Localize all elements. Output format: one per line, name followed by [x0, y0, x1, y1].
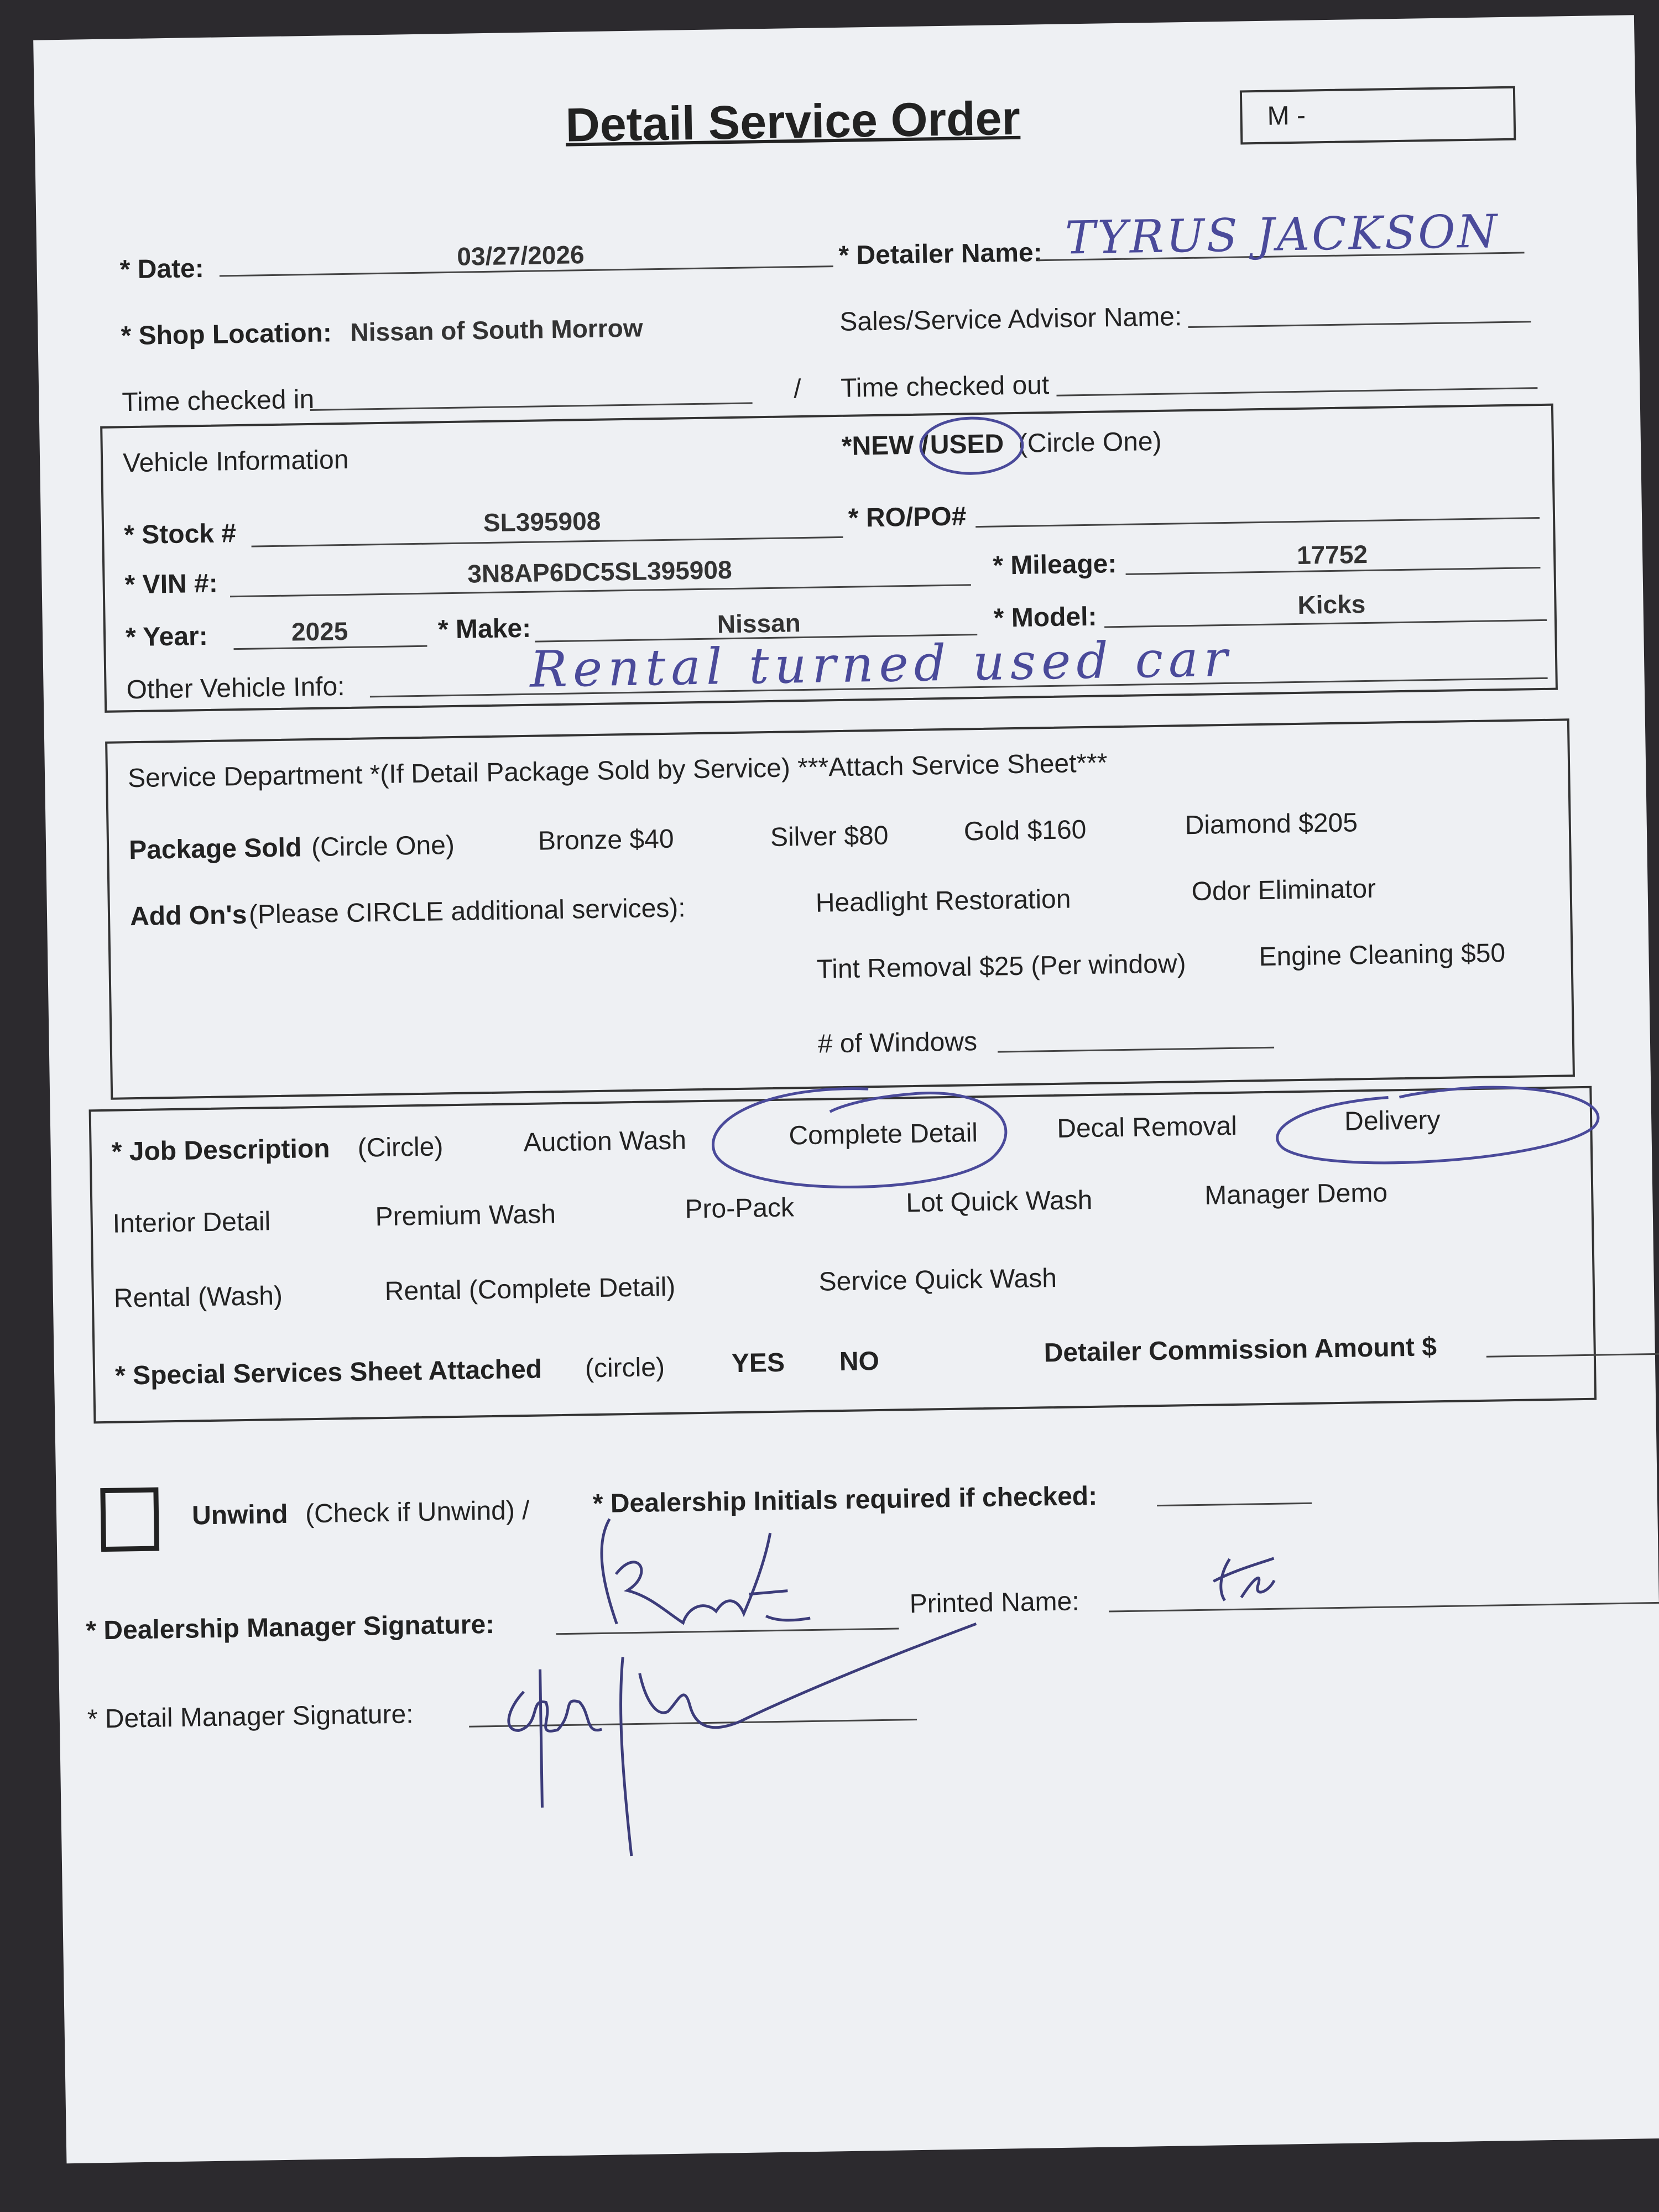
shop-location-value: Nissan of South Morrow: [350, 313, 643, 347]
job-description-circle-note: (Circle): [357, 1132, 444, 1163]
unwind-label: Unwind: [191, 1499, 288, 1531]
time-in-label: Time checked in: [122, 384, 315, 418]
printed-name-field[interactable]: [1109, 1601, 1659, 1613]
job-description-label: * Job Description: [111, 1134, 330, 1167]
used-option[interactable]: USED: [930, 429, 1004, 460]
service-department-label: Service Department *(If Detail Package Sold by Service) ***Attach Service Sheet***: [127, 748, 1108, 794]
order-number-box[interactable]: [1240, 86, 1516, 145]
new-used-circle-one: (Circle One): [1018, 426, 1162, 458]
mileage-value: 17752: [1296, 539, 1368, 570]
order-number-prefix: M -: [1267, 101, 1306, 131]
package-circle-note: (Circle One): [311, 830, 455, 863]
advisor-name-label: Sales/Service Advisor Name:: [839, 302, 1182, 337]
time-in-field[interactable]: [310, 402, 753, 411]
stock-value: SL395908: [483, 506, 601, 538]
job-rental-complete-detail[interactable]: Rental (Complete Detail): [384, 1272, 676, 1307]
package-silver[interactable]: Silver $80: [770, 821, 889, 852]
addon-engine-cleaning[interactable]: Engine Cleaning $50: [1259, 938, 1506, 972]
advisor-name-field[interactable]: [1188, 321, 1531, 328]
special-services-no[interactable]: NO: [839, 1347, 880, 1377]
year-label: * Year:: [125, 621, 208, 653]
package-sold-label: Package Sold: [128, 833, 302, 865]
used-circle-mark: [916, 415, 1027, 483]
stock-label: * Stock #: [123, 519, 237, 550]
time-separator: /: [793, 374, 802, 404]
mileage-label: * Mileage:: [992, 549, 1117, 581]
vin-label: * VIN #:: [124, 568, 218, 600]
job-service-quick-wash[interactable]: Service Quick Wash: [818, 1263, 1057, 1297]
detail-manager-signature: [478, 1618, 1013, 1864]
printed-name-label: Printed Name:: [909, 1587, 1079, 1619]
ro-po-label: * RO/PO#: [848, 502, 967, 533]
year-value: 2025: [291, 616, 348, 646]
new-option[interactable]: *NEW /: [841, 430, 929, 461]
job-manager-demo[interactable]: Manager Demo: [1204, 1178, 1388, 1211]
make-value: Nissan: [717, 608, 801, 639]
make-label: * Make:: [437, 613, 531, 645]
windows-count-label: # of Windows: [817, 1027, 978, 1059]
job-interior-detail[interactable]: Interior Detail: [112, 1207, 271, 1239]
time-out-field[interactable]: [1056, 387, 1537, 397]
dealership-initials-field[interactable]: [1157, 1503, 1312, 1506]
special-services-circle-note: (circle): [585, 1353, 665, 1384]
model-label: * Model:: [993, 602, 1097, 633]
package-bronze[interactable]: Bronze $40: [538, 824, 674, 856]
job-complete-detail[interactable]: Complete Detail: [789, 1118, 978, 1151]
date-label: * Date:: [119, 253, 205, 285]
package-diamond[interactable]: Diamond $205: [1185, 808, 1358, 841]
dealership-manager-signature-label: * Dealership Manager Signature:: [85, 1609, 495, 1646]
dealership-initials-label: * Dealership Initials required if checked:: [592, 1481, 1098, 1519]
special-services-yes[interactable]: YES: [731, 1348, 785, 1379]
job-auction-wash[interactable]: Auction Wash: [523, 1125, 687, 1158]
detailer-name-value: TYRUS JACKSON: [1065, 205, 1500, 265]
time-out-label: Time checked out: [840, 370, 1050, 403]
form-sheet: [33, 15, 1659, 2163]
commission-label: Detailer Commission Amount $: [1044, 1332, 1437, 1368]
detail-manager-signature-label: * Detail Manager Signature:: [87, 1699, 414, 1734]
job-delivery[interactable]: Delivery: [1344, 1105, 1441, 1136]
form-title: Detail Service Order: [565, 91, 1021, 152]
shop-location-label: * Shop Location:: [121, 318, 332, 351]
other-vehicle-info-value: Rental turned used car: [529, 629, 1234, 699]
job-decal-removal[interactable]: Decal Removal: [1056, 1111, 1238, 1144]
addon-odor-eliminator[interactable]: Odor Eliminator: [1191, 874, 1376, 907]
unwind-checkbox[interactable]: [100, 1488, 159, 1552]
addon-headlight-restoration[interactable]: Headlight Restoration: [815, 884, 1071, 918]
detailer-name-label: * Detailer Name:: [838, 238, 1043, 270]
delivery-circle-mark: [1261, 1072, 1616, 1182]
addons-label: Add On's: [129, 900, 247, 932]
printed-name-initials: [1207, 1547, 1297, 1609]
special-services-label: * Special Services Sheet Attached: [114, 1354, 542, 1391]
vehicle-info-label: Vehicle Information: [122, 445, 349, 478]
job-rental-wash[interactable]: Rental (Wash): [113, 1281, 283, 1313]
other-vehicle-info-label: Other Vehicle Info:: [126, 672, 345, 705]
model-value: Kicks: [1297, 589, 1366, 619]
date-value: 03/27/2026: [457, 240, 585, 271]
vin-value: 3N8AP6DC5SL395908: [467, 555, 732, 588]
package-gold[interactable]: Gold $160: [963, 815, 1087, 847]
job-pro-pack[interactable]: Pro-Pack: [685, 1193, 795, 1224]
unwind-note: (Check if Unwind) /: [305, 1495, 530, 1529]
job-lot-quick-wash[interactable]: Lot Quick Wash: [905, 1185, 1093, 1218]
addon-tint-removal[interactable]: Tint Removal $25 (Per window): [816, 949, 1186, 984]
job-premium-wash[interactable]: Premium Wash: [375, 1199, 556, 1232]
addons-note: (Please CIRCLE additional services):: [248, 893, 686, 930]
